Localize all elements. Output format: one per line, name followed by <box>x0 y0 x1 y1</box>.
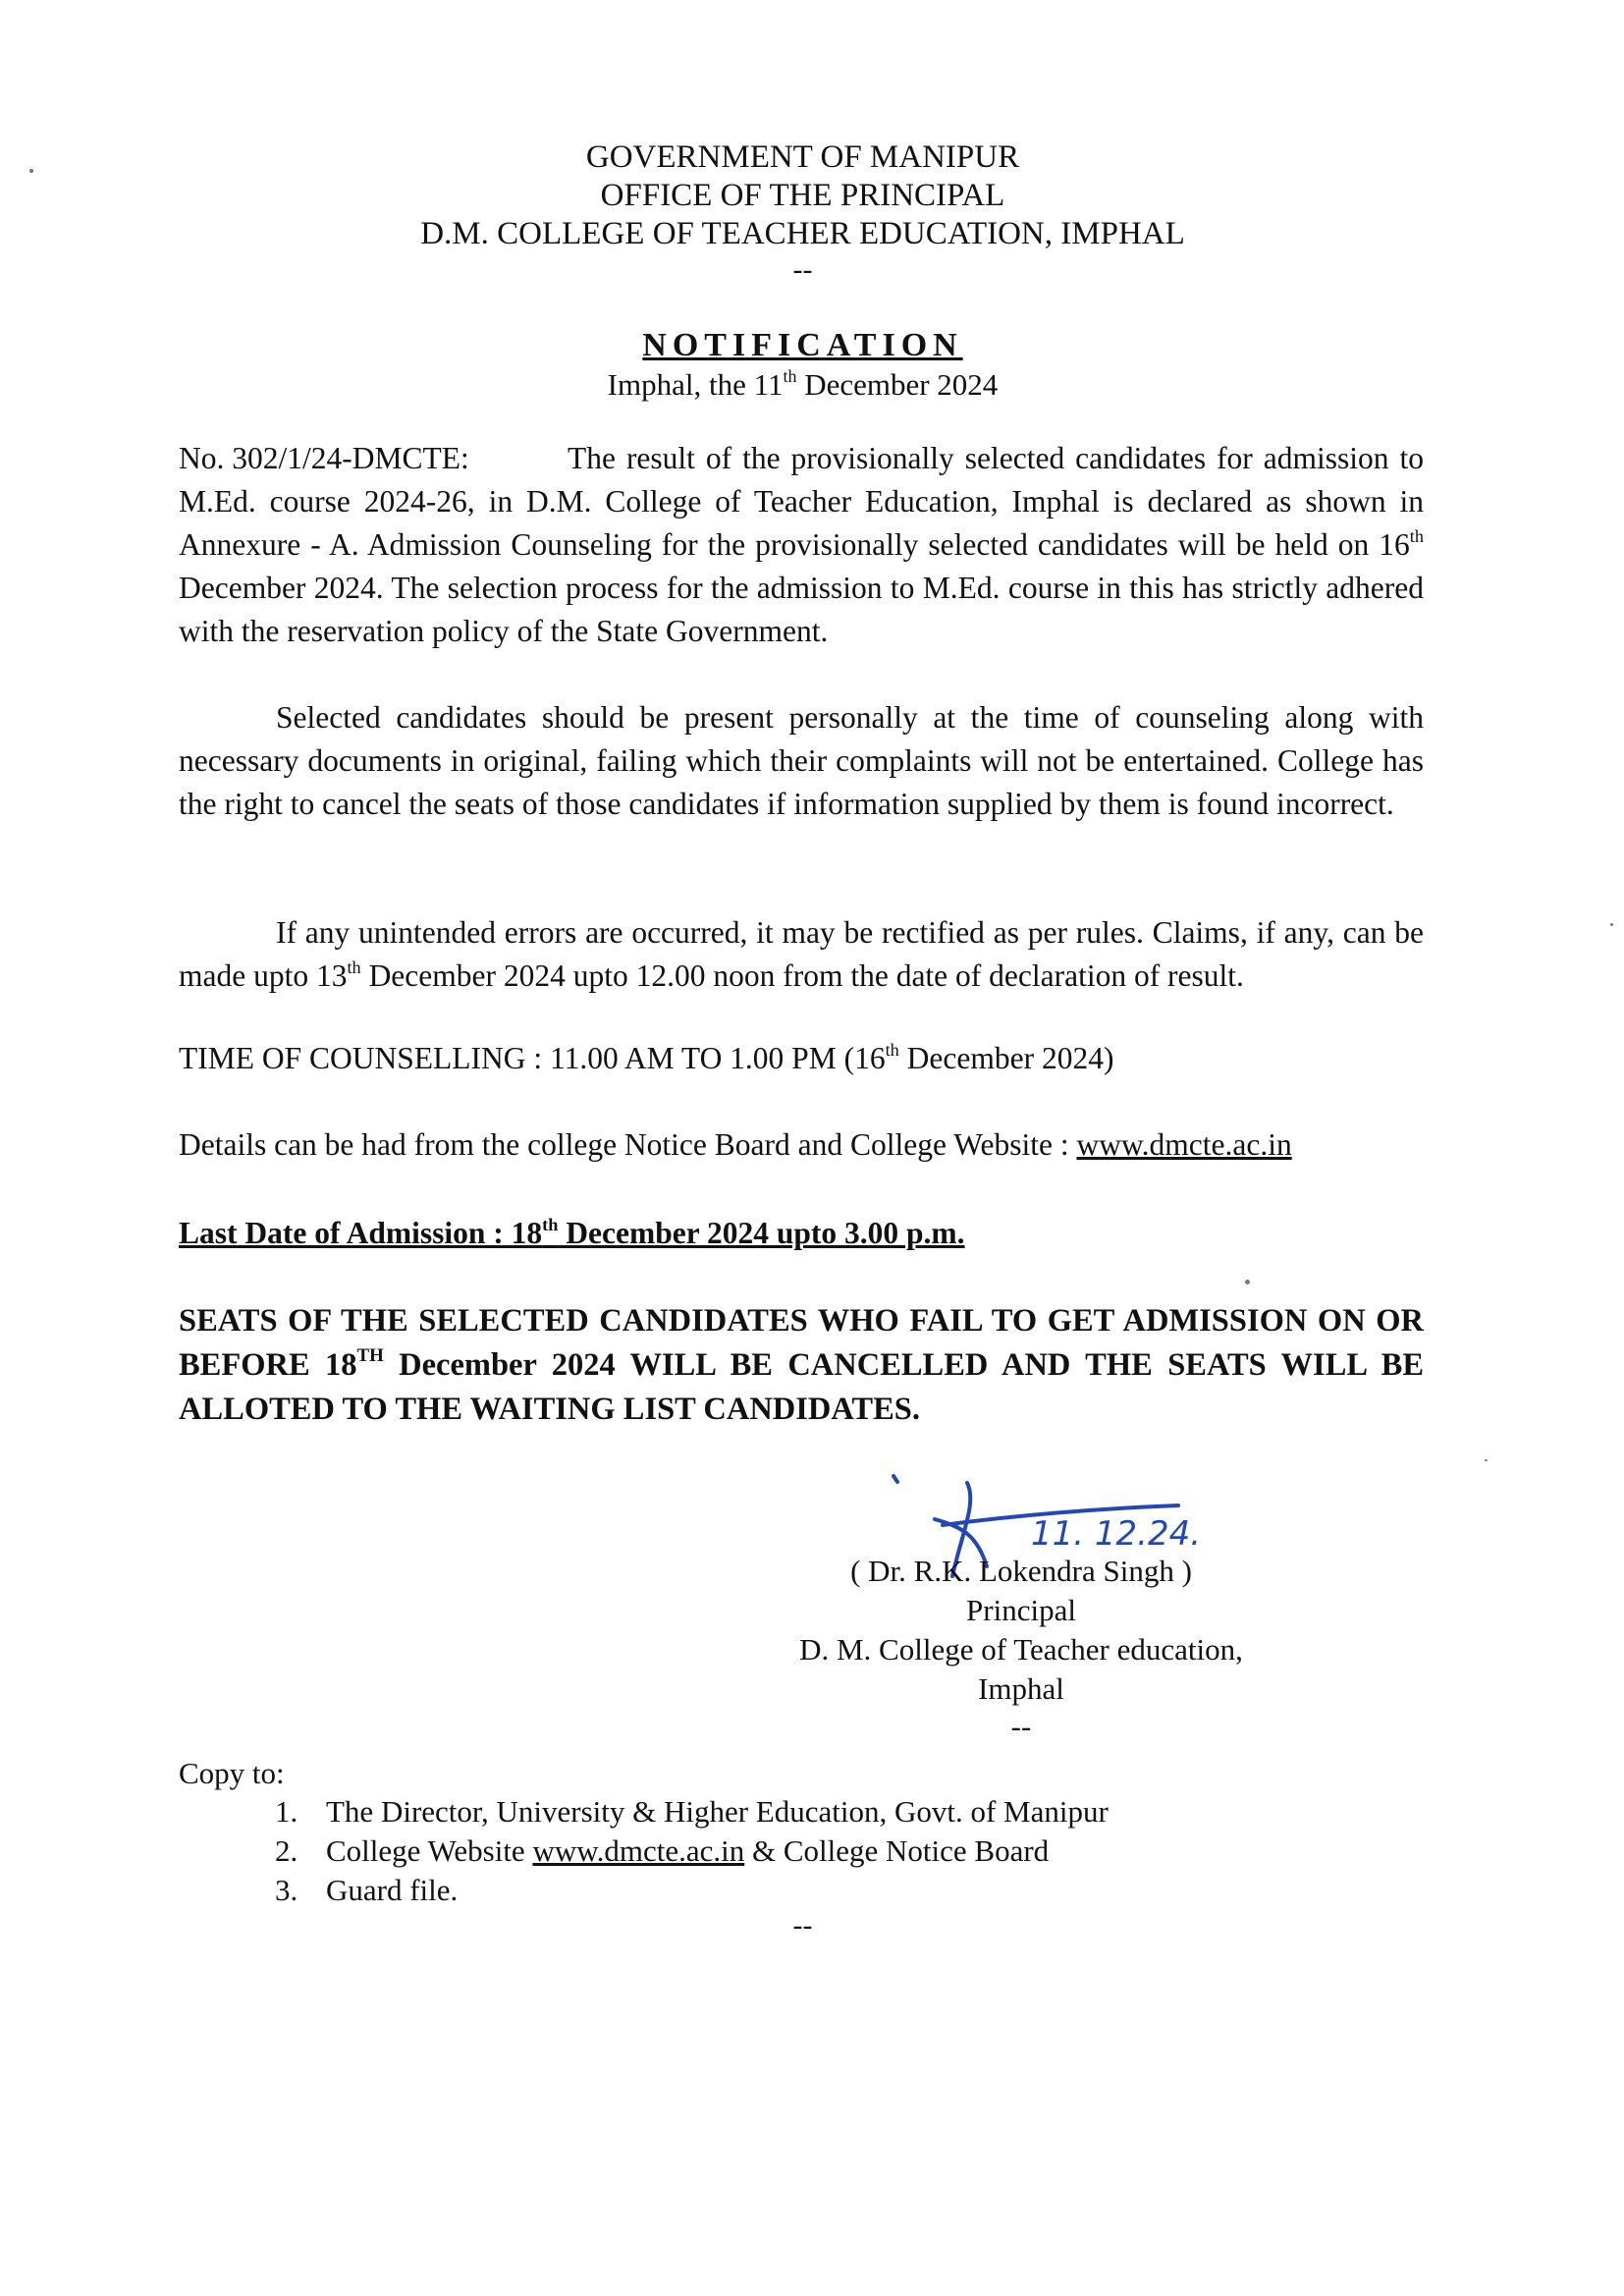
para3-text-b: December 2024 upto 12.00 noon from the date of declaration of result. <box>360 958 1244 993</box>
details-line <box>179 1125 1292 1165</box>
copy-website-link[interactable]: www.dmcte.ac.in <box>532 1833 745 1868</box>
header-college: D.M. COLLEGE OF TEACHER EDUCATION, IMPHAL <box>420 216 1185 251</box>
warning-text-a: SEATS OF THE SELECTED CANDIDATES WHO FAIL TO GET ADMISSION ON OR BEFORE 18 <box>179 1303 1424 1383</box>
para3-sup: th <box>347 957 361 977</box>
seat-cancellation-warning <box>179 1299 1424 1432</box>
copy-to-list <box>275 1792 1109 1910</box>
scan-speck <box>29 169 33 173</box>
copy-item-number: 2. <box>275 1833 298 1868</box>
signature-date: 11. 12.24. <box>1031 1514 1202 1554</box>
last-date-text-a: Last Date of Admission : 18 <box>179 1216 543 1250</box>
copy-item-number: 3. <box>275 1873 298 1907</box>
date-suffix: December 2024 <box>796 367 999 402</box>
header-separator: -- <box>792 253 813 286</box>
para1-text-a: The result of the provisionally selected candidates for admission to M.Ed. course 2024-26, in D.M. College of Teacher Education, Imphal is declared as shown in Annexure - A. Admission Counseling for the provisionally selected candidates will be held on 16 <box>179 441 1424 562</box>
counselling-sup: th <box>885 1039 899 1060</box>
para1-text-b: December 2024. The selection process for the admission to M.Ed. course in this has strictly adhered with the reservation policy of the State Government. <box>179 571 1424 648</box>
reference-number: No. 302/1/24-DMCTE: <box>179 441 469 475</box>
para3-text-a: If any unintended errors are occurred, it may be rectified as per rules. Claims, if any, can be made upto 13 <box>179 915 1424 993</box>
signature-separator: -- <box>1010 1709 1032 1743</box>
paragraph-counseling-requirements: Selected candidates should be present personally at the time of counseling along with necessary documents in original, failing which their complaints will not be entertained. College has the right to cancel the seats of those candidates if information supplied by them is found incorrect. <box>179 700 1424 821</box>
copy-item-text-b: & College Notice Board <box>744 1833 1050 1868</box>
header-government: GOVERNMENT OF MANIPUR <box>585 139 1020 175</box>
counselling-text-a: TIME OF COUNSELLING : 11.00 AM TO 1.00 PM (16 <box>179 1041 886 1075</box>
scan-speck <box>1610 923 1613 926</box>
scan-speck <box>1245 1280 1250 1285</box>
date-sup: th <box>783 365 797 386</box>
scan-speck <box>1485 1459 1488 1461</box>
end-separator: -- <box>792 1909 813 1941</box>
details-text: Details can be had from the college Notice Board and College Website : <box>179 1127 1077 1162</box>
college-website-link[interactable]: www.dmcte.ac.in <box>1076 1127 1292 1162</box>
signatory-place: Imphal <box>978 1671 1064 1706</box>
signatory-designation: Principal <box>966 1593 1076 1627</box>
copy-item-text: Guard file. <box>326 1873 459 1907</box>
date-prefix: Imphal, the 11 <box>607 367 784 402</box>
last-date-text-b: December 2024 upto 3.00 p.m. <box>558 1216 965 1250</box>
warning-text-b: December 2024 WILL BE CANCELLED AND THE SEATS WILL BE ALLOTED TO THE WAITING LIST CANDIDATES. <box>179 1347 1424 1427</box>
copy-to-item <box>275 1871 1109 1910</box>
last-date-admission <box>179 1214 965 1253</box>
paragraph-claims <box>179 911 1424 998</box>
copy-item-text: College Website <box>326 1833 533 1868</box>
signatory-institution: D. M. College of Teacher education, <box>799 1632 1243 1667</box>
para1-sup: th <box>1409 525 1424 546</box>
copy-to-item <box>275 1831 1109 1871</box>
copy-to-item <box>275 1792 1109 1831</box>
counselling-text-b: December 2024) <box>898 1041 1114 1075</box>
header-office: OFFICE OF THE PRINCIPAL <box>600 178 1005 213</box>
counselling-time <box>179 1039 1113 1078</box>
warning-sup: TH <box>356 1345 384 1367</box>
copy-to-title: Copy to: <box>179 1756 285 1790</box>
signatory-name: ( Dr. R.K. Lokendra Singh ) <box>850 1554 1192 1588</box>
last-date-sup: th <box>542 1214 559 1234</box>
notification-title: NOTIFICATION <box>642 327 963 363</box>
copy-item-text: The Director, University & Higher Education, Govt. of Manipur <box>326 1794 1109 1829</box>
notification-date <box>0 367 1605 403</box>
copy-item-number: 1. <box>275 1794 298 1829</box>
paragraph-result <box>179 437 1424 653</box>
